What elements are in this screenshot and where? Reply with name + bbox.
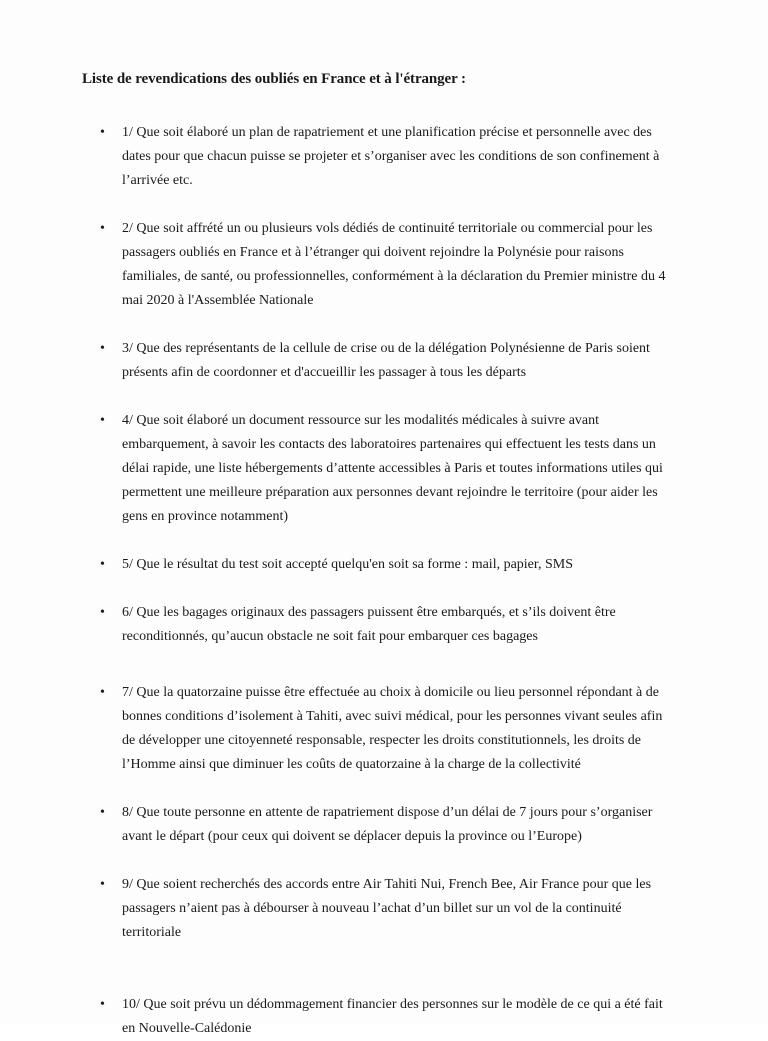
demand-text-line: 2/ Que soit affrété un ou plusieurs vols dédiés de continuité territoriale ou commercial pour les	[122, 221, 653, 236]
demand-item	[100, 801, 702, 849]
demand-text-line: territoriale	[122, 925, 182, 940]
demand-item	[100, 553, 702, 577]
demand-text-line: présents afin de coordonner et d'accueillir les passager à tous les départs	[122, 365, 527, 380]
demand-text-line: de développer une citoyenneté responsable, respecter les droits constitutionnels, les droits de	[122, 733, 642, 748]
bullet-marker: •	[100, 877, 105, 892]
demand-text-line: 3/ Que des représentants de la cellule de crise ou de la délégation Polynésienne de Paris soient	[122, 341, 650, 356]
demand-text-line: 8/ Que toute personne en attente de rapatriement dispose d’un délai de 7 jours pour s’organiser	[122, 805, 653, 820]
demand-text-line: délai rapide, une liste hébergements d’attente accessibles à Paris et toutes informations utiles qui	[122, 461, 663, 476]
demand-item	[100, 121, 702, 193]
demand-item	[100, 993, 702, 1041]
demand-text-line: l’arrivée etc.	[122, 173, 193, 188]
demand-item	[100, 409, 702, 529]
document-title: Liste de revendications des oubliés en France et à l'étranger :	[82, 71, 466, 87]
demand-text-line: permettent une meilleure préparation aux personnes devant rejoindre le territoire (pour aider les	[122, 485, 658, 500]
demand-text-line: passagers n’aient pas à débourser à nouveau l’achat d’un billet sur un vol de la continuité	[122, 901, 622, 916]
demand-item	[100, 873, 702, 945]
demand-text-line: en Nouvelle-Calédonie	[122, 1021, 252, 1036]
bullet-marker: •	[100, 805, 105, 820]
demand-text-line: 5/ Que le résultat du test soit accepté quelqu'en soit sa forme : mail, papier, SMS	[122, 557, 574, 572]
demand-text-line: l’Homme ainsi que diminuer les coûts de quatorzaine à la charge de la collectivité	[122, 757, 581, 772]
bullet-marker: •	[100, 605, 105, 620]
demand-text-line: passagers oubliés en France et à l’étranger qui doivent rejoindre la Polynésie pour raisons	[122, 245, 624, 260]
bullet-marker: •	[100, 341, 105, 356]
demand-text-line: 1/ Que soit élaboré un plan de rapatriement et une planification précise et personnelle avec des	[122, 125, 652, 140]
demand-text-line: mai 2020 à l'Assemblée Nationale	[122, 293, 314, 308]
bullet-marker: •	[100, 125, 105, 140]
bullet-marker: •	[100, 685, 105, 700]
demand-item	[100, 681, 702, 777]
bullet-marker: •	[100, 557, 105, 572]
demand-text-line: 4/ Que soit élaboré un document ressource sur les modalités médicales à suivre avant	[122, 413, 600, 428]
bullet-marker: •	[100, 997, 105, 1012]
demand-text-line: embarquement, à savoir les contacts des laboratoires partenaires qui effectuent les tests dans un	[122, 437, 656, 452]
demand-text-line: bonnes conditions d’isolement à Tahiti, avec suivi médical, pour les personnes vivant seules afin	[122, 709, 663, 724]
demand-text-line: reconditionnés, qu’aucun obstacle ne soit fait pour embarquer ces bagages	[122, 629, 538, 644]
demand-text-line: familiales, de santé, ou professionnelles, conformément à la déclaration du Premier ministre du 4	[122, 269, 666, 284]
demand-text-line: avant le départ (pour ceux qui doivent se déplacer depuis la province ou l’Europe)	[122, 829, 582, 844]
demand-item	[100, 601, 702, 649]
bullet-marker: •	[100, 221, 105, 236]
demand-text-line: 6/ Que les bagages originaux des passagers puissent être embarqués, et s’ils doivent être	[122, 605, 616, 620]
bullet-marker: •	[100, 413, 105, 428]
demand-text-line: 9/ Que soient recherchés des accords entre Air Tahiti Nui, French Bee, Air France pour que les	[122, 877, 652, 892]
demand-text-line: dates pour que chacun puisse se projeter et s’organiser avec les conditions de son confinement à	[122, 149, 660, 164]
demand-text-line: gens en province notamment)	[122, 509, 289, 524]
demand-item	[100, 217, 702, 313]
demand-text-line: 7/ Que la quatorzaine puisse être effectuée au choix à domicile ou lieu personnel répondant à de	[122, 685, 659, 700]
demand-item	[100, 337, 702, 385]
demand-text-line: 10/ Que soit prévu un dédommagement financier des personnes sur le modèle de ce qui a été fait	[122, 997, 663, 1012]
